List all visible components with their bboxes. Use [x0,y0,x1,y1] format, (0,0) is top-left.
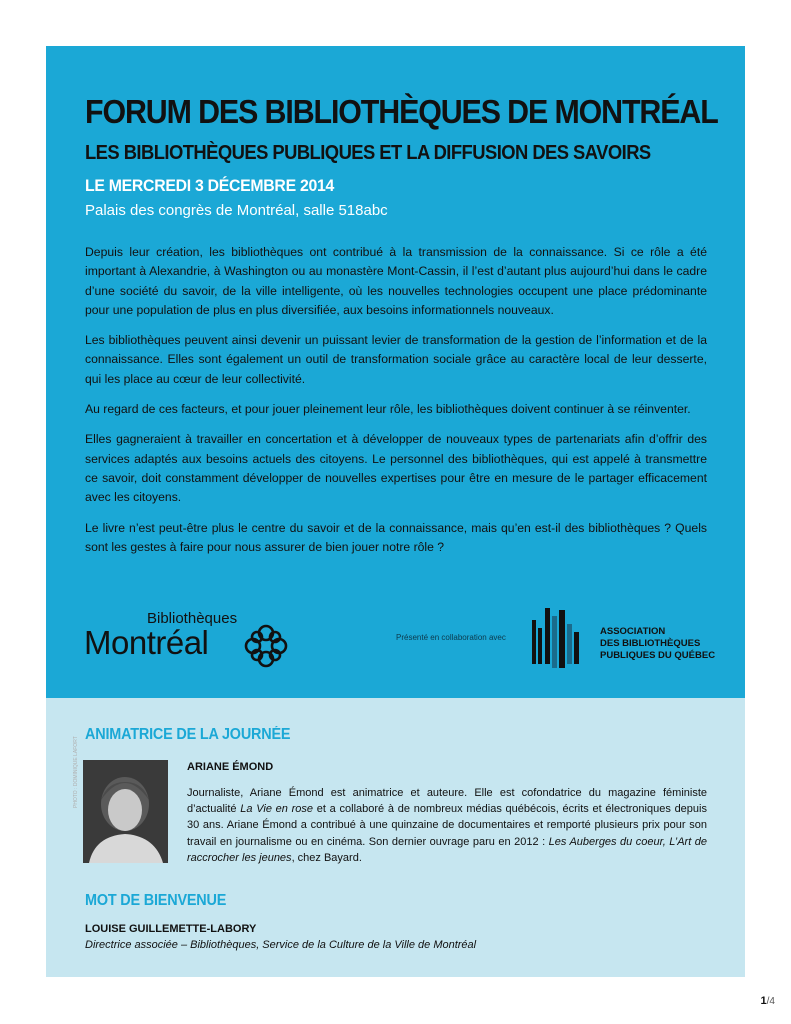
speaker-bio [187,785,707,866]
page-subtitle: LES BIBLIOTHÈQUES PUBLIQUES ET LA DIFFUSION DES SAVOIRS [85,142,651,164]
intro-text [85,243,707,568]
abpq-bars-icon [530,606,586,670]
logo-top-text: Bibliothèques [147,610,238,627]
event-venue: Palais des congrès de Montréal, salle 518abc [85,202,388,219]
bio-italic: La Vie en rose [240,803,314,816]
page-title: FORUM DES BIBLIOTHÈQUES DE MONTRÉAL [85,93,718,130]
paragraph: Au regard de ces facteurs, et pour jouer pleinement leur rôle, les bibliothèques doivent continuer à se réinventer. [85,402,691,417]
paragraph: Le livre n’est peut-être plus le centre du savoir et de la connaissance, mais qu’en est-il des bibliothèques ? Quels sont les gestes à faire pour nous assurer de bien jouer notre rôle ? [85,520,707,554]
paragraph: Elles gagneraient à travailler en concertation et à développer de nouveaux types de partenariats afin d’offrir des services adaptés aux besoins actuels des citoyens. Le personnel des bibliothèques, qui est appelé à transmettre ce savoir, doit constamment développer de nouvelles expertises pour être en mesure de le partager efficacement avec les citoyens. [85,432,707,505]
abpq-text-2: DES BIBLIOTHÈQUES [600,638,701,649]
speaker-name: ARIANE ÉMOND [187,761,274,773]
bibliotheques-montreal-logo [84,610,294,670]
collaboration-note: Présenté en collaboration avec [396,633,506,642]
animatrice-section-title: ANIMATRICE DE LA JOURNÉE [85,726,291,743]
event-date: LE MERCREDI 3 DÉCEMBRE 2014 [85,176,335,195]
page-total: /4 [766,996,775,1007]
page-number [761,995,775,1007]
bio-text: Journaliste, Ariane Émond est animatrice et auteure. Elle est cofondatrice du magazine féministe d’actualité [187,787,707,816]
page-current: 1 [760,995,767,1007]
welcome-speaker-name: LOUISE GUILLEMETTE-LABORY [85,923,257,935]
header [85,93,718,131]
abpq-logo [530,606,720,670]
logo-main-text: Montréal [84,624,209,661]
abpq-text-3: PUBLIQUES DU QUÉBEC [600,650,716,661]
bienvenue-section-title: MOT DE BIENVENUE [85,892,227,909]
abpq-text-1: ASSOCIATION [600,626,666,637]
bio-text: , chez Bayard. [291,851,362,864]
photo-credit: PHOTO : DOMINIQUE LAFORT [73,736,79,808]
montreal-flower-icon [244,624,288,668]
bio-italic: Les Auberges du coeur, L’Art de raccrocher les jeunes [187,835,707,864]
paragraph: Les bibliothèques peuvent ainsi devenir un puissant levier de transformation de la gestion de l’information et de la connaissance. Elles sont également un outil de transformation sociale grâce au caractère local de leur desserte, qui les place au cœur de leur collectivité. [85,333,707,386]
paragraph: Depuis leur création, les bibliothèques ont contribué à la transmission de la connaissance. Si ce rôle a été important à Alexandrie, à Washington ou au monastère Mont-Cassin, il l’est d’autant plus aujourd’hui dans le cadre d’une société du savoir, de la ville intelligente, où les nouvelles technologies occupent une place prédominante pour une population de plus en plus diversifiée, aux besoins informationnels nouveaux. [85,245,707,317]
portrait-image [83,760,168,863]
bio-text: et a collaboré à de nombreux médias québécois, écrits et électroniques depuis 30 ans. Ariane Émond a contribué à une quinzaine de documentaires et remporté plusieurs prix pour son travail en journalisme ou en cinéma. Son dernier ouvrage paru en 2012 : [187,803,707,848]
speaker-photo [83,760,168,863]
welcome-speaker-role: Directrice associée – Bibliothèques, Service de la Culture de la Ville de Montréal [85,939,477,951]
